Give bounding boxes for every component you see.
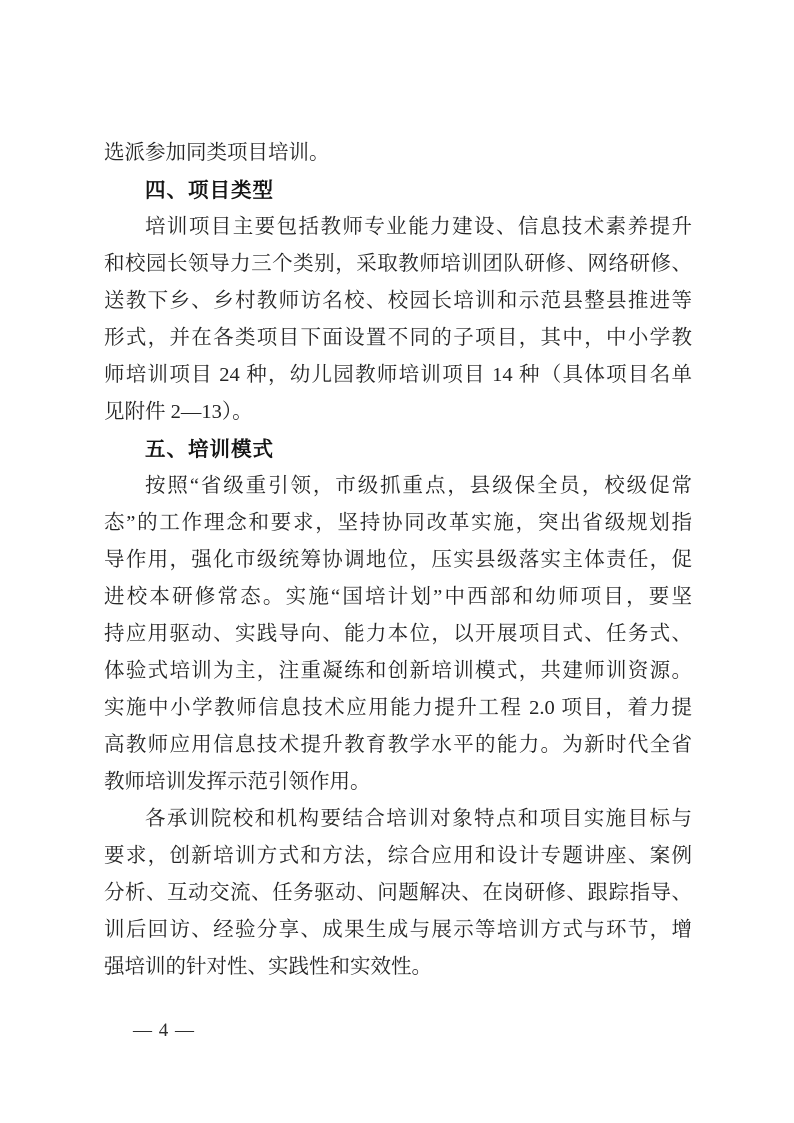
text-line: 训后回访、经验分享、成果生成与展示等培训方式与环节，增	[104, 919, 692, 941]
text-line: 实施中小学教师信息技术应用能力提升工程 2.0 项目，着力提	[104, 697, 692, 719]
paragraph	[104, 468, 692, 801]
text-line: 强培训的针对性、实践性和实效性。	[104, 956, 432, 978]
section-heading	[104, 431, 692, 468]
text-line: 各承训院校和机构要结合培训对象特点和项目实施目标与	[145, 808, 692, 830]
text-line: 送教下乡、乡村教师访名校、校园长培训和示范县整县推进等	[104, 290, 692, 312]
text-line: 和校园长领导力三个类别，采取教师培训团队研修、网络研修、	[104, 253, 692, 275]
text-line: 高教师应用信息技术提升教育教学水平的能力。为新时代全省	[104, 734, 692, 756]
paragraph	[104, 135, 692, 172]
text-line: 分析、互动交流、任务驱动、问题解决、在岗研修、跟踪指导、	[104, 882, 692, 904]
page-footer	[133, 1016, 195, 1046]
text-line: 体验式培训为主，注重凝练和创新培训模式，共建师训资源。	[104, 660, 692, 682]
section-heading	[104, 172, 692, 209]
document-body	[104, 135, 692, 986]
heading-text: 四、项目类型	[145, 179, 274, 202]
page-number: — 4 —	[133, 1020, 195, 1041]
text-line: 导作用，强化市级统筹协调地位，压实县级落实主体责任，促	[104, 549, 692, 571]
text-line: 选派参加同类项目培训。	[104, 142, 330, 164]
text-line: 进校本研修常态。实施“国培计划”中西部和幼师项目，要坚	[104, 586, 692, 608]
paragraph	[104, 801, 692, 986]
text-line: 见附件 2—13）。	[104, 401, 253, 423]
text-line: 按照“省级重引领，市级抓重点，县级保全员，校级促常	[145, 475, 692, 497]
text-line: 持应用驱动、实践导向、能力本位，以开展项目式、任务式、	[104, 623, 692, 645]
text-line: 要求，创新培训方式和方法，综合应用和设计专题讲座、案例	[104, 845, 692, 867]
text-line: 教师培训发挥示范引领作用。	[104, 771, 371, 793]
text-line: 师培训项目 24 种，幼儿园教师培训项目 14 种（具体项目名单	[104, 364, 692, 386]
paragraph	[104, 209, 692, 431]
text-line: 培训项目主要包括教师专业能力建设、信息技术素养提升	[145, 216, 692, 238]
text-line: 形式，并在各类项目下面设置不同的子项目，其中，中小学教	[104, 327, 692, 349]
heading-text: 五、培训模式	[145, 438, 274, 461]
text-line: 态”的工作理念和要求，坚持协同改革实施，突出省级规划指	[104, 512, 692, 534]
